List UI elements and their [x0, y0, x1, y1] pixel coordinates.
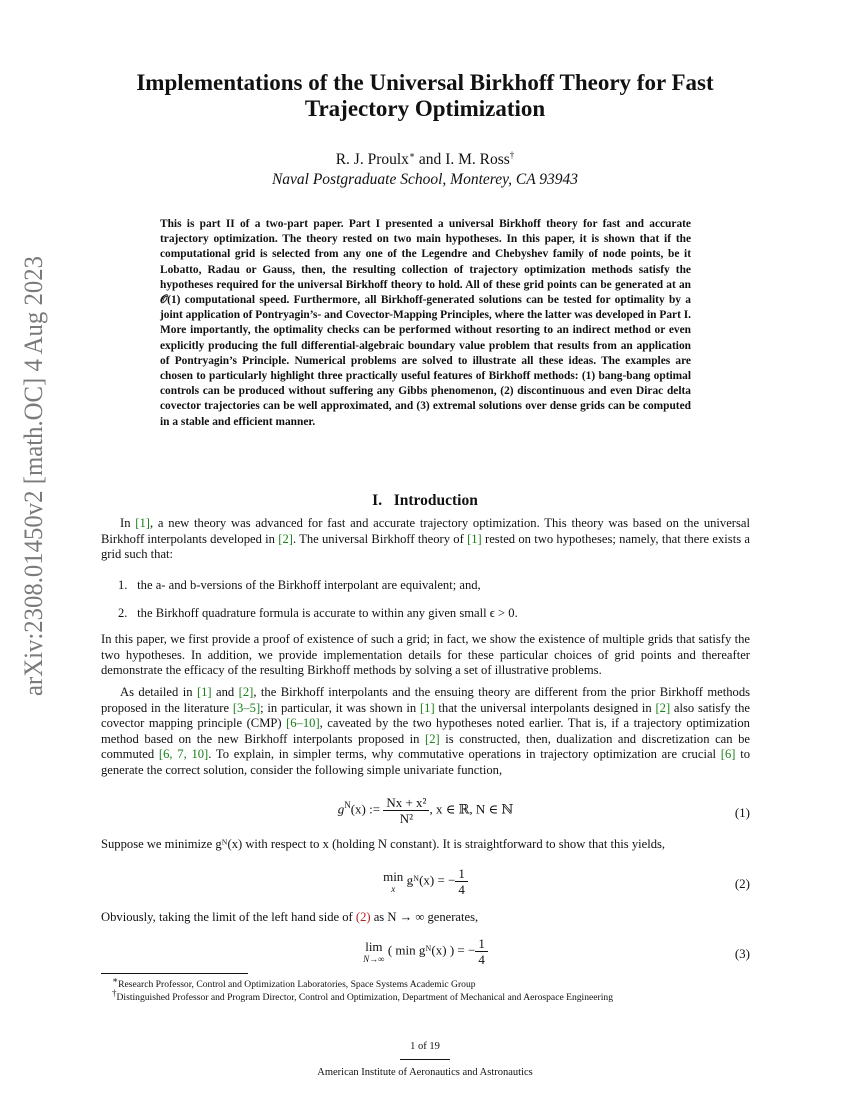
arxiv-id: arXiv:2308.01450v2 [math.OC] 4 Aug 2023: [19, 250, 48, 696]
citation-link[interactable]: [6–10]: [286, 716, 320, 731]
citation-link[interactable]: [2]: [655, 700, 671, 715]
fraction: $\frac{\text{Nx + x²}}{\text{N²}}$: [383, 795, 429, 826]
footnote-2: †Distinguished Professor and Program Director, Control and Optimization, Department of Mechanical and Aerospace Engineering: [112, 987, 613, 1003]
intro-paragraph-4: Suppose we minimize gᴺ(x) with respect to x (holding N constant). It is straightforward to show that this yields,: [101, 837, 666, 851]
list-item: [118, 578, 750, 594]
paper-title: Implementations of the Universal Birkhoff Theory for Fast Trajectory Optimization: [136, 70, 714, 121]
list-item: [118, 606, 750, 622]
citation-link[interactable]: [6, 7, 10]: [158, 747, 209, 762]
citation-link[interactable]: [2]: [278, 531, 293, 546]
arxiv-sidebar-stamp: [8, 250, 52, 700]
section-number: I.: [372, 492, 383, 509]
equation-3: lim N→∞ ( min gᴺ(x) ) = − $\frac{1}{4}$ (3): [363, 936, 750, 967]
intro-paragraph-1: In [1], a new theory was advanced for fast and accurate trajectory optimization. This theory was based on the universal Birkhoff interpolants developed in [2]. The universal Birkhoff theory of [1] rested on two hypotheses; namely, that there exists a grid such that:: [101, 516, 750, 562]
intro-paragraph-3: As detailed in [1] and [2], the Birkhoff interpolants and the ensuing theory are different from the prior Birkhoff methods proposed in the literature [3–5]; in particular, it was shown in [1] that the universal interpolants designed in [2] also satisfy the covector mapping principle (CMP) [6–10], caveated by the two hypotheses noted earlier. That is, if a trajectory optimization method based on the new Birkhoff interpolants proposed in [2] is constructed, then, dualization and discretization can be commuted [6, 7, 10]. To explain, in simpler terms, why commutative operations in trajectory optimization are crucial [6] to generate the correct solution, consider the following simple univariate function,: [101, 685, 751, 777]
list-text: the a- and b-versions of the Birkhoff interpolant are equivalent; and,: [137, 578, 481, 592]
equation-2: min x gᴺ(x) = − $\frac{1}{4}$ (2): [383, 866, 750, 897]
equation-number: (3): [734, 946, 750, 961]
fraction: $\frac{1}{4}$: [475, 936, 488, 967]
section-heading: [100, 492, 750, 510]
intro-paragraph-5: Obviously, taking the limit of the left hand side of (2) as N → ∞ generates,: [101, 910, 479, 924]
citation-link[interactable]: [3–5]: [232, 700, 261, 715]
equation-1: $g^N(x)$ := $\frac{\text{Nx + x²}}{\text{N²}}$ , x ∈ ℝ, N ∈ ℕ (1): [337, 795, 750, 826]
affiliation: Naval Postgraduate School, Monterey, CA 93943: [271, 171, 579, 188]
author-line: [100, 150, 750, 170]
intro-paragraph-2: In this paper, we first provide a proof of existence of such a grid; in fact, we show the existence of multiple grids that satisfy the two hypotheses. In addition, we provide implementation details for these particular choices of grid points and thereafter demonstrate the efficacy of the resulting Birkhoff methods by solving a set of illustrative problems.: [101, 632, 750, 678]
author-conjunction: and: [415, 151, 446, 168]
citation-link[interactable]: [2]: [425, 731, 440, 746]
section-title: Introduction: [393, 492, 478, 509]
citation-link[interactable]: [1]: [135, 516, 150, 530]
equation-number: (1): [734, 805, 750, 820]
citation-link[interactable]: [2]: [238, 685, 254, 699]
page-number: 1 of 19: [410, 1041, 440, 1052]
footer-divider: [400, 1059, 450, 1060]
abstract: This is part II of a two-part paper. Part I presented a universal Birkhoff theory for fast and accurate trajectory optimization. The theory rested on two main hypotheses. In this paper, it is shown that if the computational grid is selected from any one of the Legendre and Chebyshev family of node points, be it Lobatto, Radau or Gauss, then, the resulting collection of trajectory optimization methods satisfy the hypotheses required for the universal Birkhoff theory to hold. All of these grid points can be generated at an 𝒪(1) computational speed. Furthermore, all Birkhoff-generated solutions can be tested for optimality by a joint application of Pontryagin’s- and Covector-Mapping Principles, where the latter was developed in Part I. More importantly, the optimality checks can be performed without resorting to an indirect method or even explicitly producing the full differential-algebraic boundary value problem that results from an application of Pontryagin’s Principle. Numerical problems are solved to illustrate all these ideas. The examples are chosen to particularly highlight three practically useful features of Birkhoff methods: (1) bang-bang optimal controls can be produced without suffering any Gibbs phenomenon, (2) discontinuous and even Dirac delta covector trajectories can be well approximated, and (3) extremal solutions over dense grids can be computed in a stable and efficient manner.: [160, 218, 691, 428]
citation-link[interactable]: [1]: [419, 700, 435, 715]
footnote-divider: [101, 973, 248, 974]
list-text: the Birkhoff quadrature formula is accurate to within any given small ϵ > 0.: [137, 606, 518, 620]
author-2: I. M. Ross: [445, 151, 510, 168]
fraction: $\frac{1}{4}$: [455, 866, 468, 897]
equation-number: (2): [734, 876, 750, 891]
footnote-1: ∗Research Professor, Control and Optimization Laboratories, Space Systems Academic Group: [112, 974, 476, 990]
list-number: 2.: [118, 606, 128, 620]
citation-link[interactable]: [6]: [720, 747, 736, 762]
author-1: R. J. Proulx: [335, 151, 409, 168]
author-1-mark: ∗: [408, 149, 416, 160]
author-2-mark: †: [509, 149, 515, 160]
publisher-footer: American Institute of Aeronautics and Astronautics: [317, 1067, 533, 1078]
limit-operator: lim N→∞: [363, 939, 385, 964]
citation-link[interactable]: [1]: [196, 685, 212, 699]
list-number: 1.: [118, 578, 128, 592]
min-operator: min x: [383, 869, 404, 894]
citation-link[interactable]: [1]: [467, 531, 482, 546]
equation-reference-link[interactable]: (2): [355, 910, 371, 924]
